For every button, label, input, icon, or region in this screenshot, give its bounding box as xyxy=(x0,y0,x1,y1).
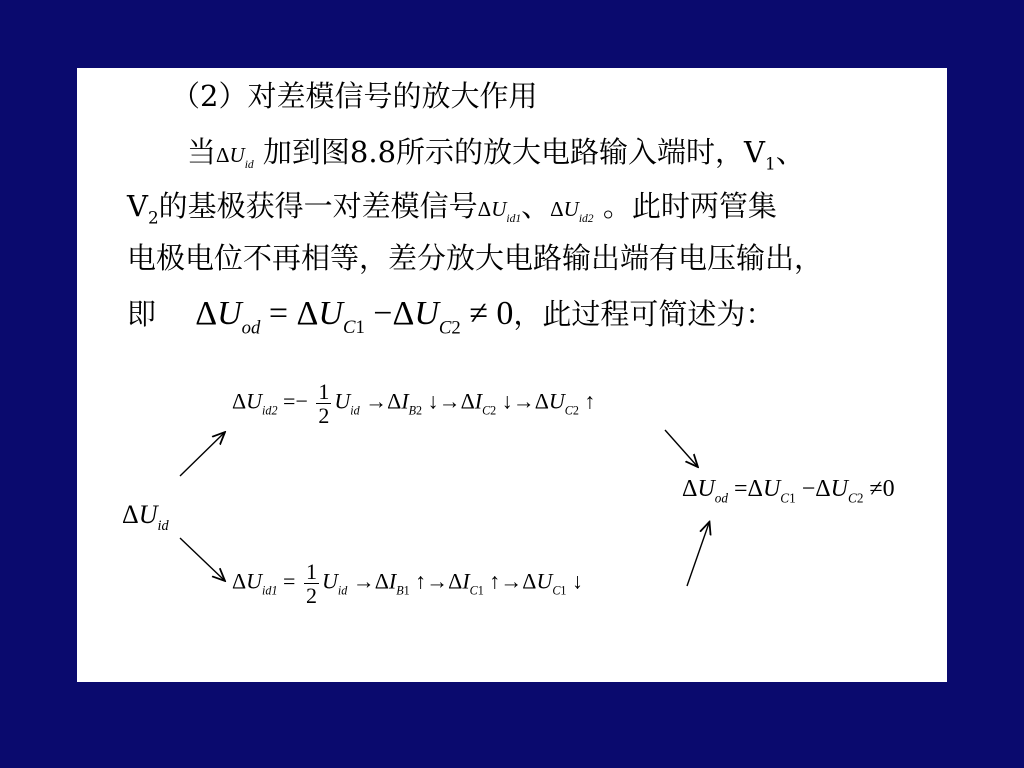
paragraph-line-3: 电极电位不再相等，差分放大电路输出端有电压输出， xyxy=(127,241,824,275)
section-heading: （2）对差模信号的放大作用 xyxy=(171,79,538,113)
paragraph-line-1: 当$\Delta U_{id}$ 加到图8.8所示的放大电路输入端时，$V_1$、 xyxy=(187,135,805,174)
diagram-output-equation: $\Delta U_{od} =\Delta U_{C1} -\Delta U_{C2} \ne 0$ xyxy=(682,476,895,506)
arrow-bottom-to-output xyxy=(687,523,709,586)
arrow-input-to-top xyxy=(180,433,224,476)
diagram-input-uid: $\Delta U_{id}$ xyxy=(122,500,169,535)
math-delta-uid: $\Delta U_{id}$ xyxy=(216,143,254,171)
paragraph-line-4: 即 $\Delta U_{od} = \Delta U_{C1} -\Delta U_{C2} \ne 0$，此过程可简述为： xyxy=(127,295,775,339)
equation-output-voltage: $\Delta U_{od} = \Delta U_{C1} -\Delta U_{C2} \ne 0$ xyxy=(195,295,514,339)
diagram-arrows xyxy=(77,68,947,682)
diagram-bottom-chain: $\Delta U_{id1}$ = $\frac{1}{2}$ $U_{id} \to\Delta I_{B1}$ $↑\to\Delta I_{C1}$ $↑\to\Delta U_{C1}$ ↓ xyxy=(232,559,583,609)
arrow-top-to-output xyxy=(665,430,697,466)
math-delta-uid1: $\Delta U_{id1}$ xyxy=(477,197,522,225)
paragraph-line-2: $V_2$的基极获得一对差模信号$\Delta U_{id1}$、$\Delta U_{id2}$ 。此时两管集 xyxy=(127,189,777,228)
diagram-top-chain: $\Delta U_{id2}$ =− $\frac{1}{2}$ $U_{id} \to\Delta I_{B2}$ $↓\to\Delta I_{C2}$ $↓\to\Delta U_{C2}$ ↑ xyxy=(232,379,596,429)
slide-content xyxy=(77,68,947,682)
arrow-input-to-bottom xyxy=(180,538,224,580)
math-delta-uid2: $\Delta U_{id2}$ xyxy=(550,197,594,225)
